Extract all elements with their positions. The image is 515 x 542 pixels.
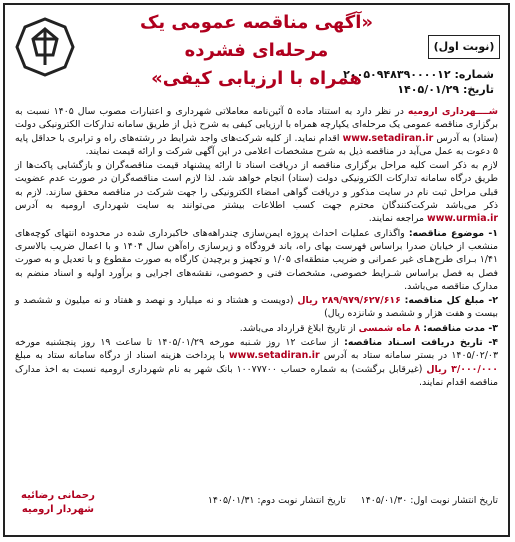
item-3	[15, 322, 498, 335]
item-2	[15, 294, 498, 321]
notice-frame	[3, 3, 510, 537]
intro-paragraph	[15, 105, 498, 158]
item-1	[15, 227, 498, 293]
title-line-1: «آگهی مناقصه عمومی یک مرحله‌ای فشرده	[139, 12, 374, 61]
publish-dates	[208, 495, 498, 506]
header	[5, 5, 508, 101]
number-value: ۲۰۰۵۰۹۴۸۳۹۰۰۰۰۱۲	[343, 68, 451, 81]
date-value: ۱۴۰۵/۰۱/۲۹	[397, 83, 460, 96]
item-4	[15, 336, 498, 389]
item-1-text: واگذاری عملیات احداث پروژه ایمن‌سازی چندراهه‌های خاکبرداری شده در محدوده انتهای کوچه‌های منشعب از خیابان صدرا براساس فهرست بهای راه، باند فرودگاه و زیرسازی راه‌آهن سال ۱۴۰۴ و با اعمال ضریب بالاسری ۱/۴۱ بـرای طرح‌هـای غیر عمرانی و ضریب منطقه‌ای ۱/۰۵ و تجهیز و برچیدن کارگاه به صورت مقطوع و با تعدیل و به صورت فصل به فصل براساس شـرایط خصوصی، مشخصات فنی و خصوصی، نقشه‌های اجرایی و برآورد اولیه و اسناد منضم به مدارک مناقصه می‌باشد.	[15, 227, 498, 292]
title-line-2: همراه با ارزیابی کیفی»	[151, 68, 362, 89]
intro-paragraph-2	[15, 159, 498, 225]
footer	[15, 489, 498, 529]
date-label: تاریخ:	[462, 83, 494, 96]
meta-block	[5, 67, 494, 97]
item-2-label: ۲- مبلغ کل مناقصه:	[404, 295, 498, 307]
intro-text-1b: اقدام نماید. از کلیه شرکت‌های واجد شرایط در رشته‌های راه و ترابری با حداقل پایه ۵ دعوت به عمل می‌آید در مناقصه ذیل به شرح مشخصات اعلامی در این آگهی شرکت و ارائه قیمت نمایند.	[15, 132, 498, 157]
publish-date-1: تاریخ انتشار نوبت اول: ۱۴۰۵/۰۱/۳۰	[360, 495, 498, 506]
signer-name: رحمانی رضائیه	[21, 490, 95, 501]
item-3-label: ۳- مدت مناقصه:	[423, 322, 498, 334]
notice-body	[15, 105, 498, 390]
signature-block	[21, 489, 95, 517]
item-4-text-2: با پرداخت هزینه اسناد از درگاه سامانه ستاد به مبلغ	[15, 350, 225, 362]
item-4-text-1: از ساعت ۱۲ روز شـنبه مورخه ۱۴۰۵/۰۱/۲۹ تا ساعت ۱۹ روز پنجشنبه مورخه ۱۴۰۵/۰۲/۰۳ در بستر سامانه ستاد به آدرس	[15, 337, 498, 362]
intro-text-2b: مراجعه نمایند.	[368, 213, 425, 225]
item-1-label: ۱- موضوع مناقصه:	[408, 227, 498, 239]
number-label: شماره:	[454, 68, 494, 81]
item-4-text-3: (غیرقابل برگشت) به شماره حساب ۱۰۰۷۷۷۰۰ بانک شهر به نام شهرداری ارومیه نسبت به اخذ مدارک مناقصه اقدام نمایند.	[15, 363, 498, 388]
urmia-link[interactable]: www.urmia.ir	[427, 213, 498, 225]
round-badge: (نوبت اول)	[428, 35, 500, 59]
setad-link[interactable]: www.setadiran.ir	[342, 132, 434, 144]
item-3-value: ۸ ماه شمسی	[358, 322, 421, 334]
item-4-label: ۴- تاریخ دریافت اسـناد مناقصه:	[344, 337, 498, 349]
intro-lead: شــــهرداری ارومیه	[407, 106, 498, 117]
item-4-amount: ۳/۰۰۰/۰۰۰ ریال	[426, 363, 498, 375]
item-3-text: از تاریخ ابلاغ قرارداد می‌باشد.	[239, 322, 356, 334]
item-4-setad-link[interactable]: www.setadiran.ir	[229, 350, 320, 362]
intro-text-1: در نظر دارد به استناد ماده ۵ آئین‌نامه معاملاتی شهرداری و اعتبارات مصوب سال ۱۴۰۵ نسبت به برگزاری مناقصه عمومی یک مرحله‌ای یکپارچه همراه با ارزیابی کیفی به شرح ذیل از طریق سامانه تدارکات الکترونیکی دولت (ستاد) به آدرس	[15, 106, 498, 144]
item-2-text: (دویست و هشتاد و نه میلیارد و نهصد و هفتاد و نه میلیون و ششصد و بیست و هفت هزار و ششصد و شانزده ریال)	[15, 295, 498, 320]
item-2-value: ۲۸۹/۹۷۹/۶۲۷/۶۱۶ ریال	[297, 295, 401, 307]
intro-text-2: لازم به ذکر است کلیه مراحل برگزاری مناقصه از دریافت اسناد تا ارائه پیشنهاد قیمت مناقصه‌گران و بازگشایی پاکت‌ها از طریق درگاه سامانه تدارکات الکترونیکی دولت (ستاد) انجام خواهد شد. لذا لازم است مناقصه‌گران در صورت عدم عضویت قبلی مراحل ثبت نام در سایت مذکور و دریافت گواهی امضاء الکترونیکی را جهت شرکت در مناقصه محقق سازند. لازم به ذکر می‌باشد شرکت‌کنندگان محترم جهت کسب اطلاعات بیشتر می‌توانند به سایت شهرداری ارومیه به آدرس	[15, 160, 498, 212]
publish-date-2: تاریخ انتشار نوبت دوم: ۱۴۰۵/۰۱/۳۱	[207, 495, 346, 506]
signer-title: شهردار ارومیه	[21, 504, 95, 515]
